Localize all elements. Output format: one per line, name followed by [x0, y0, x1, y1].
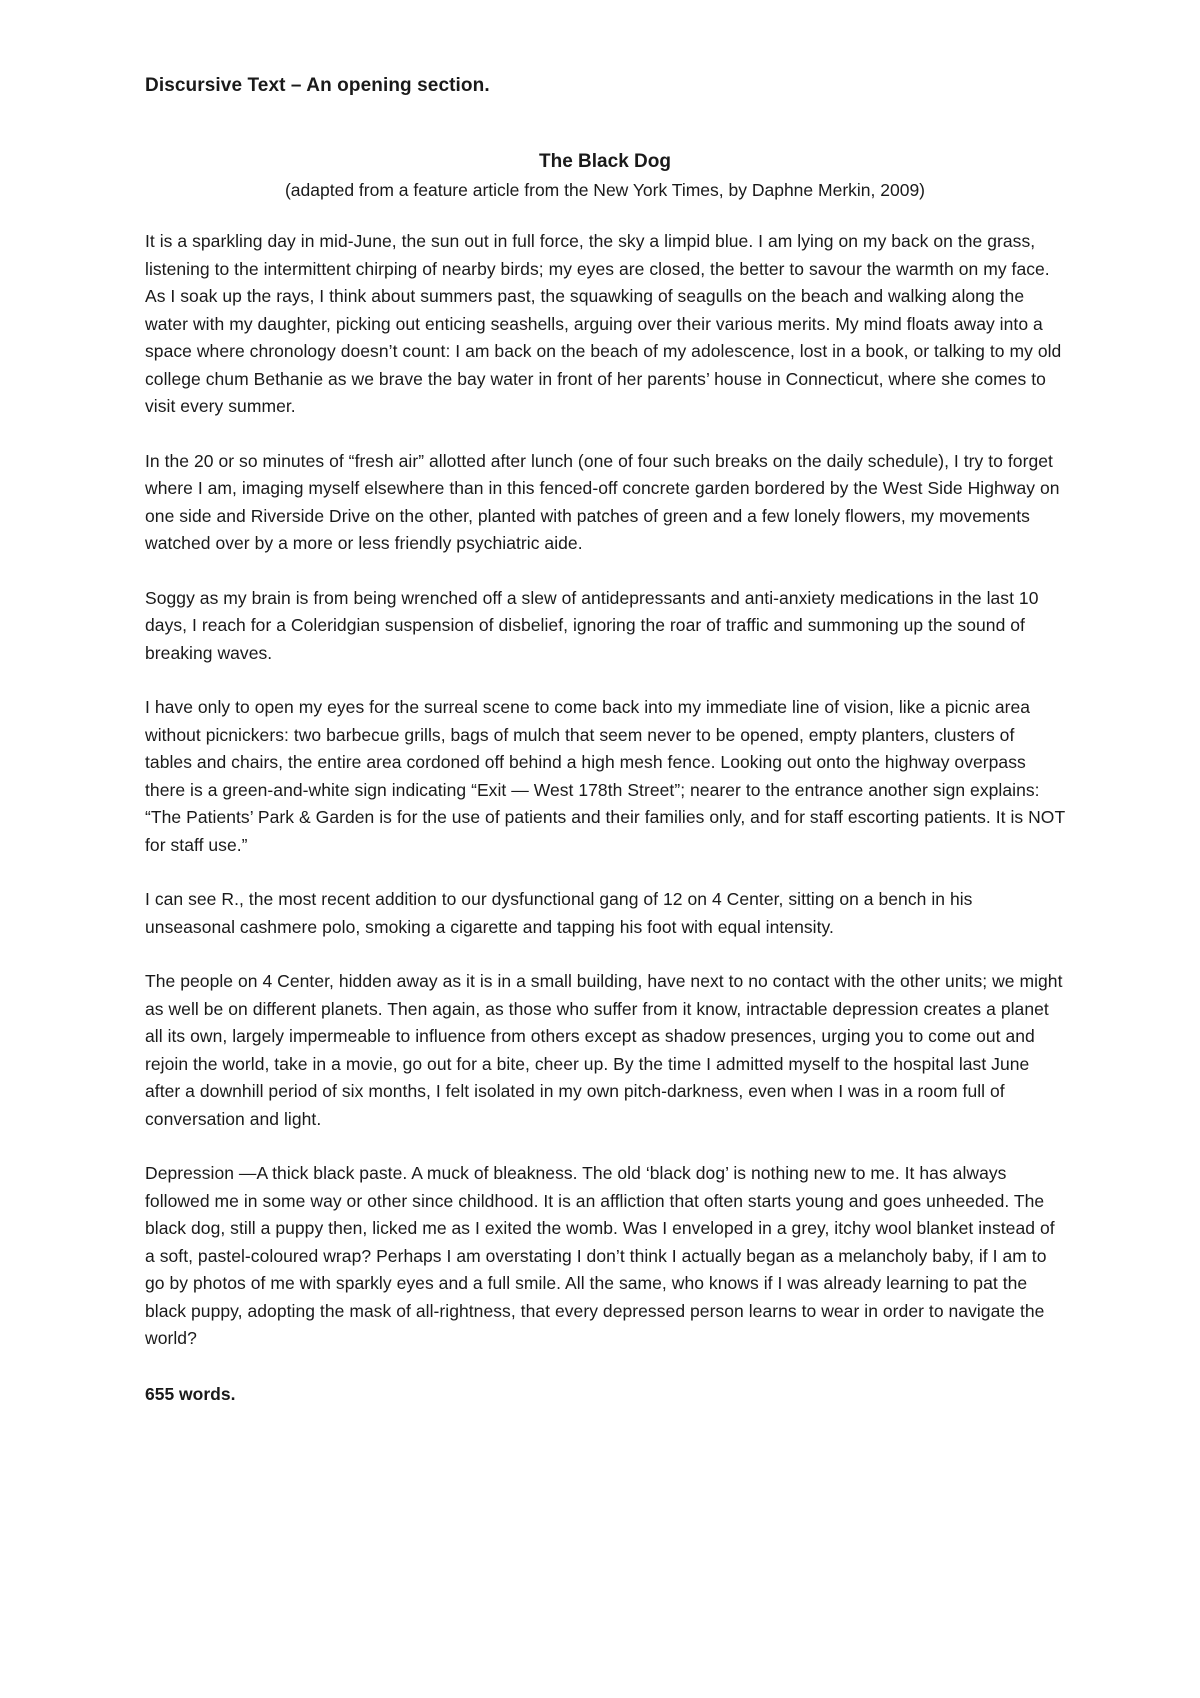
body-paragraph: The people on 4 Center, hidden away as it is in a small building, have next to no contact with the other units; we might as well be on different planets. Then again, as those who suffer from it know, intractable depression creates a planet all its own, largely impermeable to influence from others except as shadow presences, urging you to come out and rejoin the world, take in a movie, go out for a bite, cheer up. By the time I admitted myself to the hospital last June after a downhill period of six months, I felt isolated in my own pitch-darkness, even when I was in a room full of conversation and light. [145, 971, 1063, 1129]
document-heading: Discursive Text – An opening section. [145, 75, 490, 96]
body-paragraph: It is a sparkling day in mid-June, the sun out in full force, the sky a limpid blue. I am lying on my back on the grass, listening to the intermittent chirping of nearby birds; my eyes are closed, the better to savour the warmth on my face. As I soak up the rays, I think about summers past, the squawking of seagulls on the beach and walking along the water with my daughter, picking out enticing seashells, arguing over their various merits. My mind floats away into a space where chronology doesn’t count: I am back on the beach of my adolescence, lost in a book, or talking to my old college chum Bethanie as we brave the bay water in front of her parents’ house in Connecticut, where she comes to visit every summer. [145, 231, 1062, 416]
body-paragraph: In the 20 or so minutes of “fresh air” allotted after lunch (one of four such breaks on the daily schedule), I try to forget where I am, imaging myself elsewhere than in this fenced-off concrete garden bordered by the West Side Highway on one side and Riverside Drive on the other, planted with patches of green and a few lonely flowers, my movements watched over by a more or less friendly psychiatric aide. [145, 450, 1060, 553]
body-paragraph: Depression —A thick black paste. A muck of bleakness. The old ‘black dog’ is nothing new to me. It has always followed me in some way or other since childhood. It is an affliction that often starts young and goes unheeded. The black dog, still a puppy then, licked me as I exited the womb. Was I enveloped in a grey, itchy wool blanket instead of a soft, pastel-coloured wrap? Perhaps I am overstating I don’t think I actually began as a melancholy baby, if I am to go by photos of me with sparkly eyes and a full smile. All the same, who knows if I was already learning to pat the black puppy, adopting the mask of all-rightness, that every depressed person learns to wear in order to navigate the world? [145, 1163, 1055, 1348]
body-paragraph: I can see R., the most recent addition to our dysfunctional gang of 12 on 4 Center, sitting on a bench in his unseasonal cashmere polo, smoking a cigarette and tapping his foot with equal intensity. [145, 889, 973, 937]
article-subtitle: (adapted from a feature article from the New York Times, by Daphne Merkin, 2009) [284, 180, 926, 200]
body-paragraph: I have only to open my eyes for the surreal scene to come back into my immediate line of vision, like a picnic area without picnickers: two barbecue grills, bags of mulch that seem never to be opened, empty planters, clusters of tables and chairs, the entire area cordoned off behind a high mesh fence. Looking out onto the highway overpass there is a green-and-white sign indicating “Exit — West 178th Street”; nearer to the entrance another sign explains: “The Patients’ Park & Garden is for the use of patients and their families only, and for staff escorting patients. It is NOT for staff use.” [145, 697, 1065, 855]
body-paragraph: Soggy as my brain is from being wrenched off a slew of antidepressants and anti-anxiety medications in the last 10 days, I reach for a Coleridgian suspension of disbelief, ignoring the roar of traffic and summoning up the sound of breaking waves. [145, 587, 1039, 663]
article-title: The Black Dog [539, 151, 671, 172]
word-count: 655 words. [145, 1383, 236, 1404]
document-page [145, 72, 1065, 1408]
